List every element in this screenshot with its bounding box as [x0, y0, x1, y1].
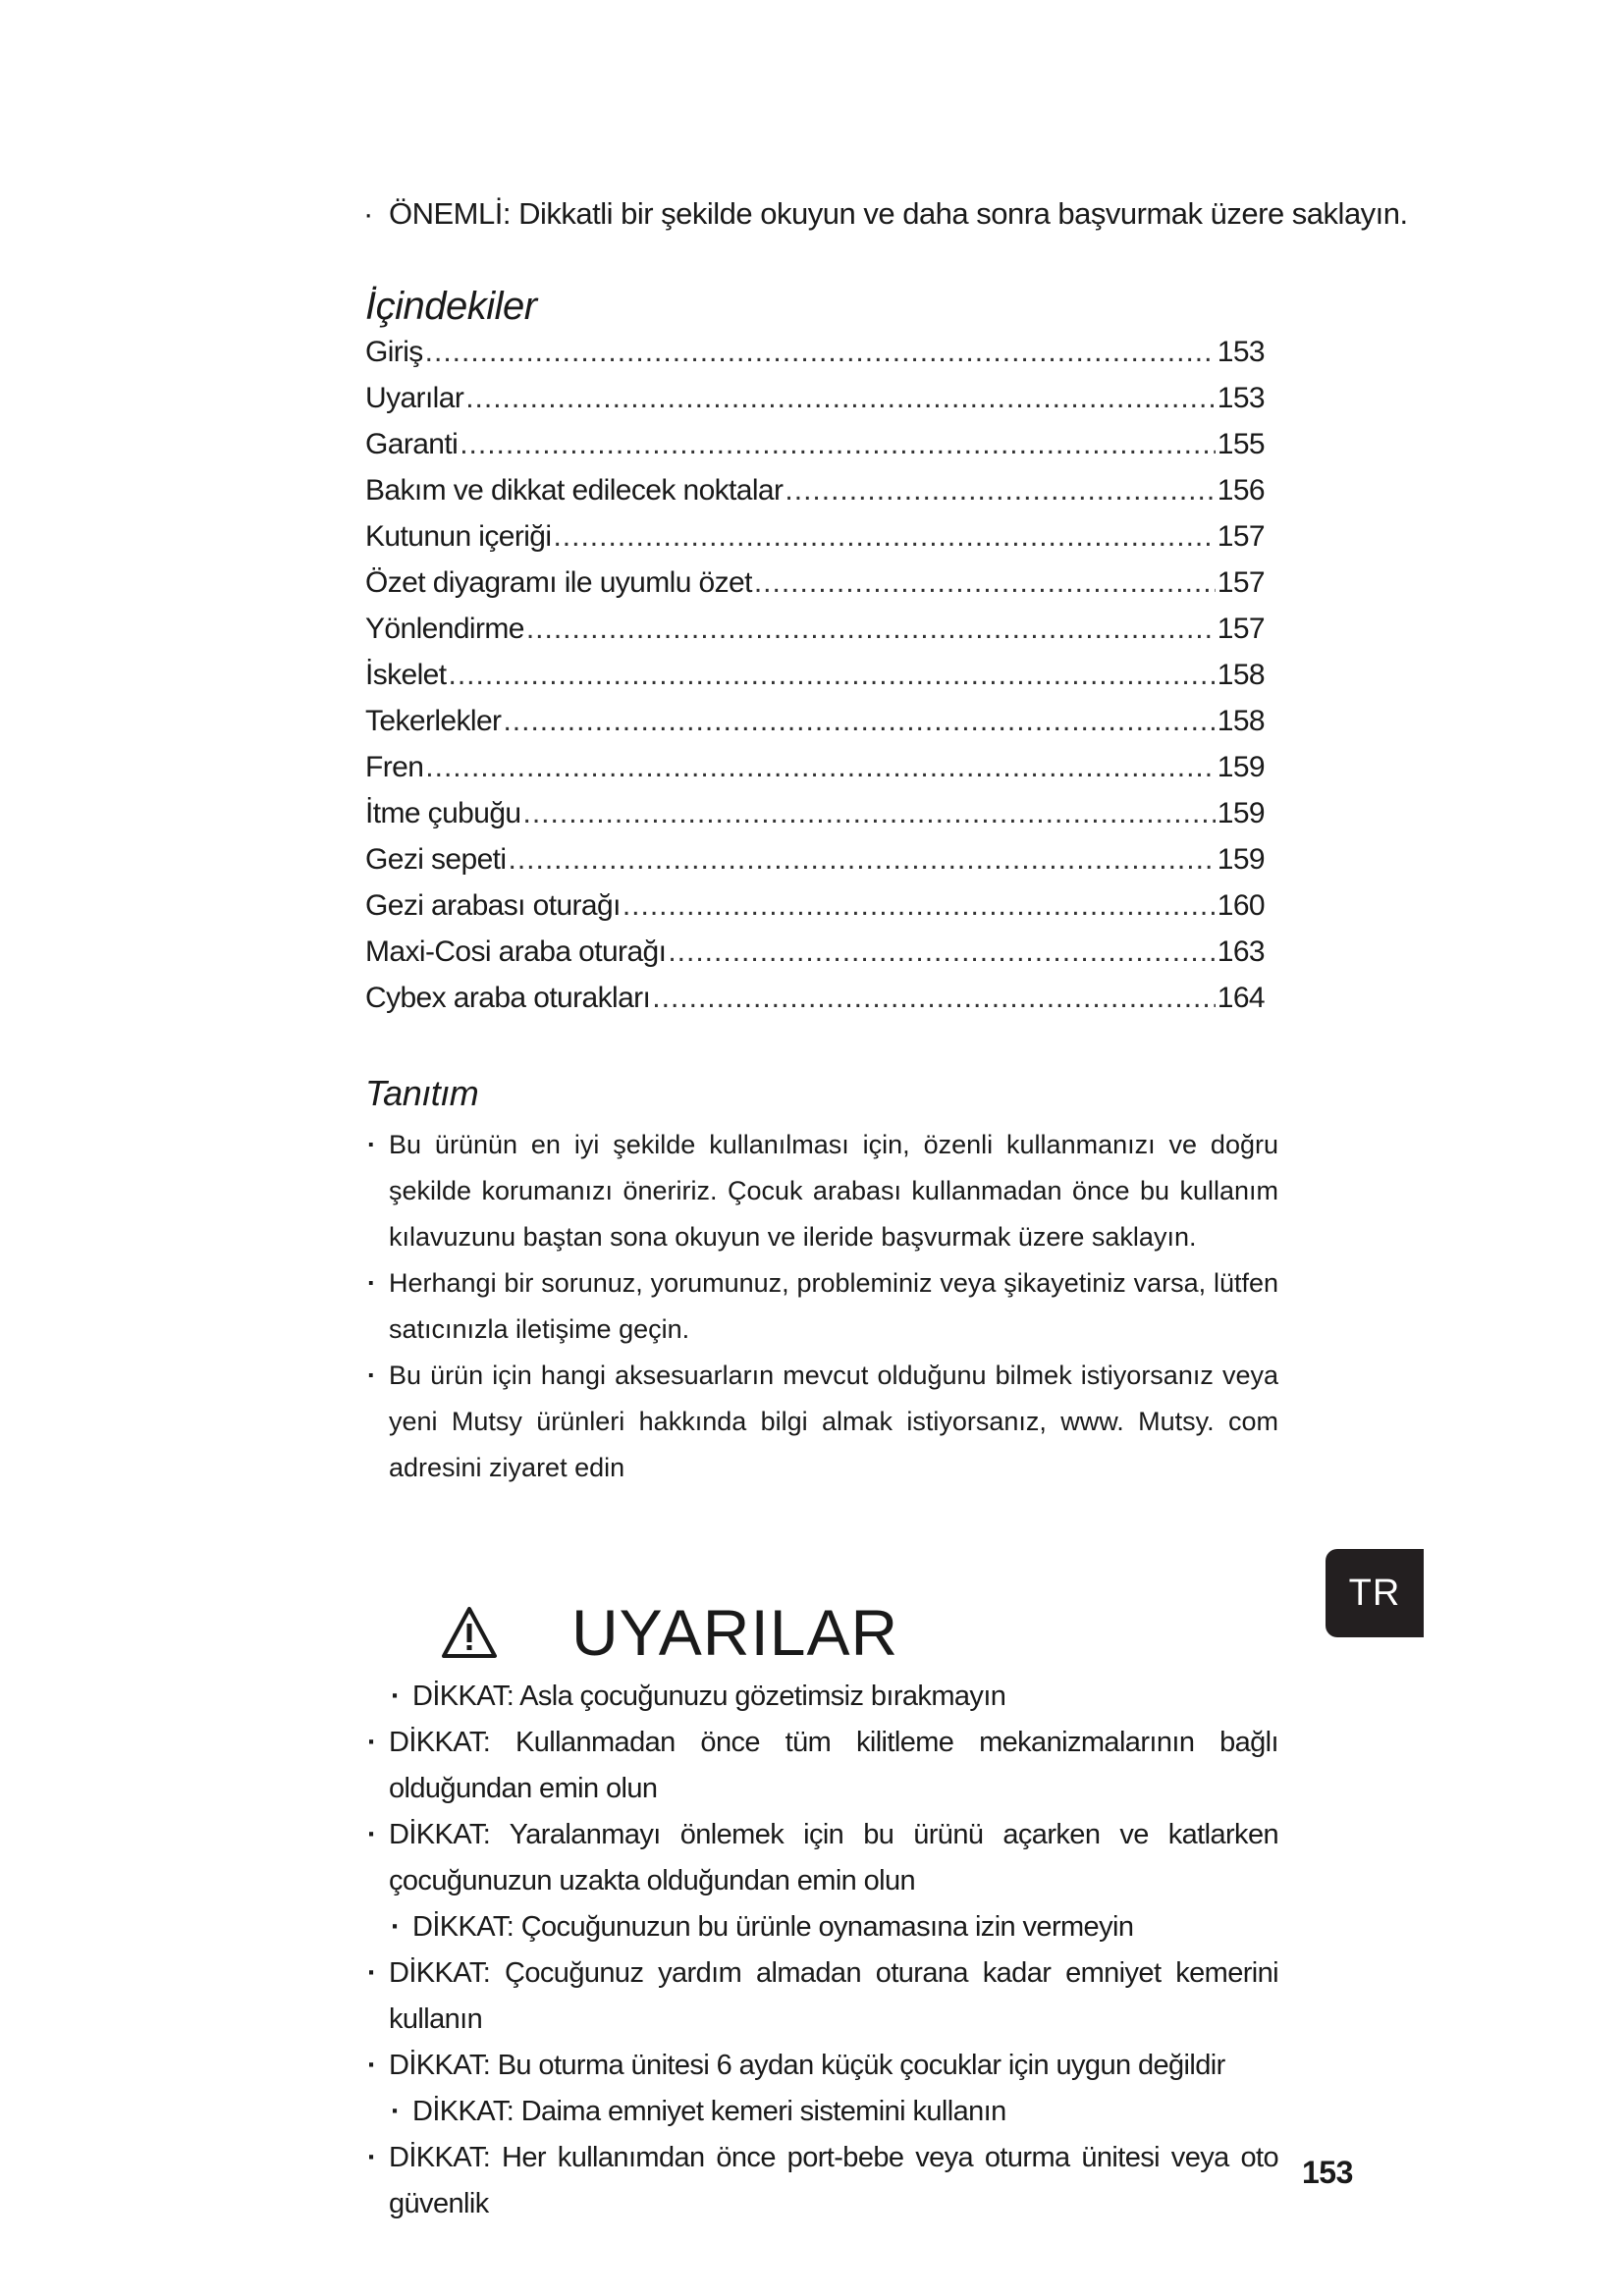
warning-item: · DİKKAT: Çocuğunuzun bu ürünle oynamasına izin vermeyin	[365, 1904, 1278, 1950]
toc-entry-label: Gezi arabası oturağı	[365, 889, 621, 922]
toc-entry-page: 157	[1217, 520, 1265, 553]
toc-entry-page: 163	[1217, 935, 1265, 968]
toc-entry-label: Kutunun içeriği	[365, 520, 552, 553]
warnings-list	[365, 1674, 1278, 2227]
toc-entry-page: 157	[1217, 566, 1265, 599]
toc-entry	[365, 336, 1265, 382]
toc-entry-page: 158	[1217, 705, 1265, 737]
toc-entry-page: 158	[1217, 659, 1265, 691]
toc-entry-label: Fren	[365, 751, 424, 783]
toc-entry	[365, 797, 1265, 843]
toc-entry	[365, 982, 1265, 1028]
toc-leader-dots	[508, 843, 1215, 877]
toc-entry	[365, 613, 1265, 659]
toc-entry-label: İtme çubuğu	[365, 797, 521, 829]
intro-item: · Herhangi bir sorunuz, yorumunuz, probleminiz veya şikayetiniz varsa, lütfen satıcınızla iletişime geçin.	[365, 1260, 1278, 1353]
toc-entry-label: Garanti	[365, 428, 459, 460]
intro-item: · Bu ürün için hangi aksesuarların mevcut olduğunu bilmek istiyorsanız veya yeni Mutsy ürünleri hakkında bilgi almak istiyorsanız, www. Mutsy. com adresini ziyaret edin	[365, 1353, 1278, 1491]
toc-leader-dots	[526, 613, 1216, 646]
warning-item: · DİKKAT: Bu oturma ünitesi 6 aydan küçük çocuklar için uygun değildir	[365, 2043, 1278, 2089]
toc-leader-dots	[785, 474, 1215, 507]
warning-item: · DİKKAT: Her kullanımdan önce port-bebe veya oturma ünitesi veya oto güvenlik	[365, 2135, 1278, 2227]
toc-entry-page: 159	[1217, 751, 1265, 783]
warning-item: · DİKKAT: Çocuğunuz yardım almadan oturana kadar emniyet kemerini kullanın	[365, 1950, 1278, 2043]
toc-entry-page: 155	[1217, 428, 1265, 460]
toc-entry	[365, 705, 1265, 751]
toc-entry-label: Cybex araba oturakları	[365, 982, 651, 1014]
toc-leader-dots	[553, 520, 1215, 554]
warnings-header	[440, 1588, 898, 1677]
toc-leader-dots	[668, 935, 1215, 969]
toc-entry	[365, 382, 1265, 428]
toc-leader-dots	[460, 428, 1216, 461]
intro-list	[365, 1122, 1278, 1491]
toc-entry-label: Gezi sepeti	[365, 843, 507, 876]
toc-entry-page: 160	[1217, 889, 1265, 922]
toc-entry-page: 159	[1217, 797, 1265, 829]
important-note-text: ÖNEMLİ: Dikkatli bir şekilde okuyun ve daha sonra başvurmak üzere saklayın.	[389, 196, 1408, 231]
toc-entry-label: Özet diyagramı ile uyumlu özet	[365, 566, 752, 599]
warning-item: · DİKKAT: Kullanmadan önce tüm kilitleme mekanizmalarının bağlı olduğundan emin olun	[365, 1720, 1278, 1812]
toc-entry	[365, 843, 1265, 889]
toc-entry-page: 164	[1217, 982, 1265, 1014]
toc-leader-dots	[449, 659, 1216, 692]
toc-entry	[365, 428, 1265, 474]
warning-triangle-icon	[440, 1605, 499, 1660]
toc-leader-dots	[652, 982, 1215, 1015]
warning-item: · DİKKAT: Asla çocuğunuzu gözetimsiz bırakmayın	[365, 1674, 1278, 1720]
toc-entry-page: 159	[1217, 843, 1265, 876]
toc-entry-label: Uyarılar	[365, 382, 464, 414]
toc-leader-dots	[425, 336, 1216, 369]
toc-entry	[365, 520, 1265, 566]
toc-entry-label: Giriş	[365, 336, 423, 368]
toc-leader-dots	[503, 705, 1215, 738]
toc-leader-dots	[754, 566, 1216, 600]
toc-entry-label: İskelet	[365, 659, 447, 691]
intro-title: Tanıtım	[365, 1073, 479, 1113]
toc-entry-label: Yönlendirme	[365, 613, 524, 645]
toc-leader-dots	[465, 382, 1216, 415]
toc-entry	[365, 751, 1265, 797]
toc-leader-dots	[425, 751, 1215, 784]
intro-item: · Bu ürünün en iyi şekilde kullanılması için, özenli kullanmanızı ve doğru şekilde korumanızı öneririz. Çocuk arabası kullanmadan önce bu kullanım kılavuzunu baştan sona okuyun ve ileride başvurmak üzere saklayın.	[365, 1122, 1278, 1260]
toc-title: İçindekiler	[365, 285, 537, 328]
bullet: ·	[363, 196, 373, 231]
table-of-contents	[365, 336, 1265, 1028]
language-tab: TR	[1326, 1549, 1424, 1637]
toc-entry-label: Tekerlekler	[365, 705, 502, 737]
warnings-title: UYARILAR	[571, 1596, 899, 1669]
warning-item: · DİKKAT: Daima emniyet kemeri sistemini kullanın	[365, 2089, 1278, 2135]
toc-leader-dots	[523, 797, 1216, 830]
toc-entry-page: 156	[1217, 474, 1265, 507]
toc-entry	[365, 566, 1265, 613]
toc-entry	[365, 474, 1265, 520]
toc-entry-label: Bakım ve dikkat edilecek noktalar	[365, 474, 784, 507]
toc-entry	[365, 889, 1265, 935]
toc-entry-label: Maxi-Cosi araba oturağı	[365, 935, 667, 968]
toc-entry-page: 153	[1217, 382, 1265, 414]
toc-entry-page: 157	[1217, 613, 1265, 645]
toc-entry	[365, 935, 1265, 982]
toc-entry-page: 153	[1217, 336, 1265, 368]
warning-item: · DİKKAT: Yaralanmayı önlemek için bu ürünü açarken ve katlarken çocuğunuzun uzakta olduğundan emin olun	[365, 1812, 1278, 1904]
page-number: 153	[1302, 2155, 1353, 2190]
toc-leader-dots	[623, 889, 1216, 923]
important-note	[363, 196, 1408, 232]
toc-entry	[365, 659, 1265, 705]
